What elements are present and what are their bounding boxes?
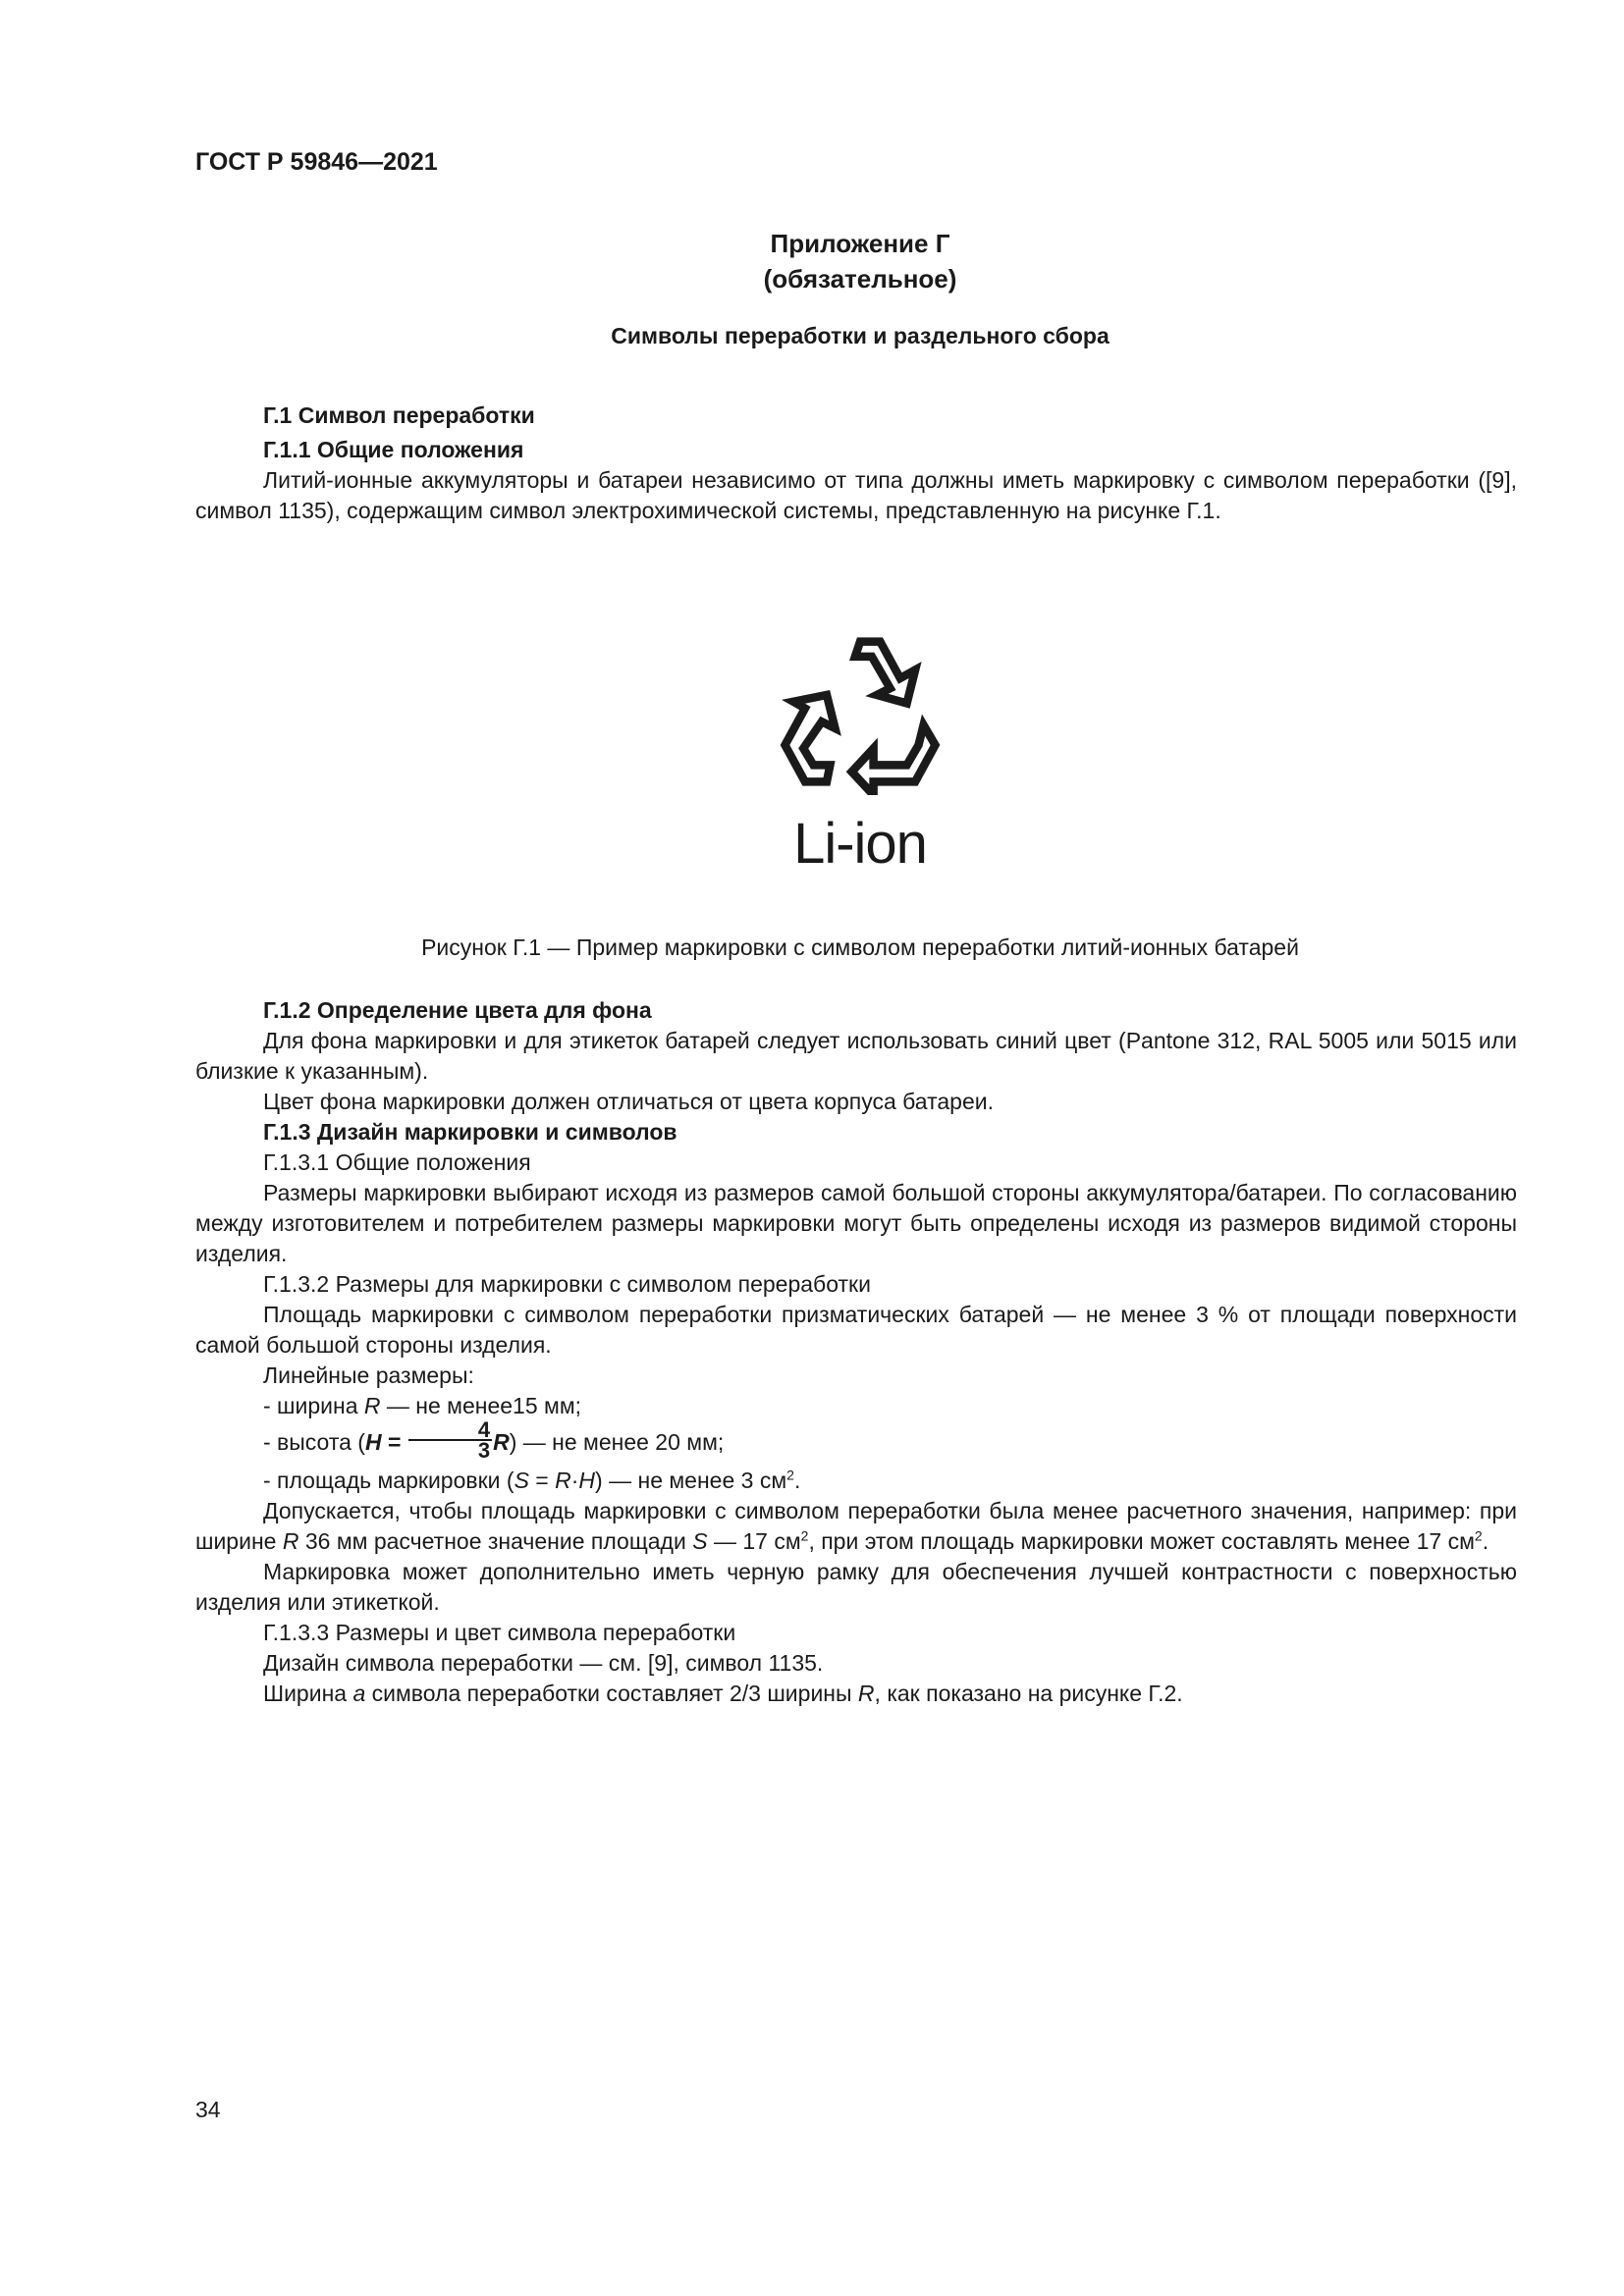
section-g131-heading: Г.1.3.1 Общие положения [263,1149,531,1175]
frame-text: Маркировка может дополнительно иметь черную рамку для обеспечения лучшей контрастности с поверхностью изделия или этикеткой. [195,1558,1517,1615]
figure-g1 [0,628,1624,876]
section-g132-text: Площадь маркировки с символом переработки призматических батарей — не менее 3 % от площади поверхности самой большой стороны изделия. [195,1302,1517,1358]
section-g1 [195,400,1517,526]
standard-code: ГОСТ Р 59846—2021 [195,148,438,176]
section-g12-heading: Г.1.2 Определение цвета для фона [263,997,652,1023]
section-g132-heading: Г.1.3.2 Размеры для маркировки с символом переработки [263,1271,871,1297]
annex-title-block [0,226,1624,296]
section-g13-heading: Г.1.3 Дизайн маркировки и символов [263,1119,677,1145]
linear-dimensions-label: Линейные размеры: [263,1362,474,1388]
section-g133-heading: Г.1.3.3 Размеры и цвет символа переработки [263,1619,736,1645]
section-g131-text: Размеры маркировки выбирают исходя из размеров самой большой стороны аккумулятора/батареи. По согласованию между изготовителем и потребителем размеры маркировки могут быть определены исходя из размеров видимой стороны изделия. [195,1180,1517,1266]
section-g12-p2: Цвет фона маркировки должен отличаться от цвета корпуса батареи. [263,1089,994,1114]
height-fraction: $\frac{4}{3}$ [408,1420,492,1460]
width-requirement: - ширина R — не менее15 мм; [263,1393,582,1418]
annex-status: (обязательное) [763,264,957,294]
li-ion-label: Li-ion [793,812,927,876]
height-requirement: - высота (H = $\frac{4}{3}$ R) — не менее 20 мм; [263,1416,725,1463]
annex-title: Приложение Г [770,229,950,258]
recycling-arrow-top [855,642,915,704]
recycling-arrow-right [852,725,936,795]
section-g11-text: Литий-ионные аккумуляторы и батареи независимо от типа должны иметь маркировку с символом переработки ([9], символ 1135), содержащим символ электрохимической системы, представленную на рисунке Г.1. [195,467,1517,523]
section-g12-g13 [195,995,1517,1709]
section-g1-heading: Г.1 Символ переработки [263,402,535,428]
area-requirement: - площадь маркировки (S = R·H) — не менее 3 $см^2$. [263,1467,801,1493]
section-g12-p1: Для фона маркировки и для этикеток батарей следует использовать синий цвет (Pantone 312, RAL 5005 или 5015 или близкие к указанным). [195,1028,1517,1084]
section-g11-heading: Г.1.1 Общие положения [263,437,524,462]
figure-caption: Рисунок Г.1 — Пример маркировки с символом переработки литий-ионных батарей [421,934,1299,960]
ratio-text: Ширина а символа переработки составляет 2/3 ширины R, как показано на рисунке Г.2. [263,1680,1183,1706]
page-number: 34 [195,2097,221,2122]
recycling-symbol-icon [777,628,944,795]
allowance-text: Допускается, чтобы площадь маркировки с символом переработки была менее расчетного значения, например: при ширине R 36 мм расчетное значение площади S — 17 $см^2$, при этом площадь маркировки может составлять менее 17 $см^2$. [195,1497,1517,1554]
section-g133-text: Дизайн символа переработки — см. [9], символ 1135. [263,1649,824,1676]
annex-heading: Символы переработки и раздельного сбора [611,323,1110,348]
recycling-arrow-left [785,695,836,781]
